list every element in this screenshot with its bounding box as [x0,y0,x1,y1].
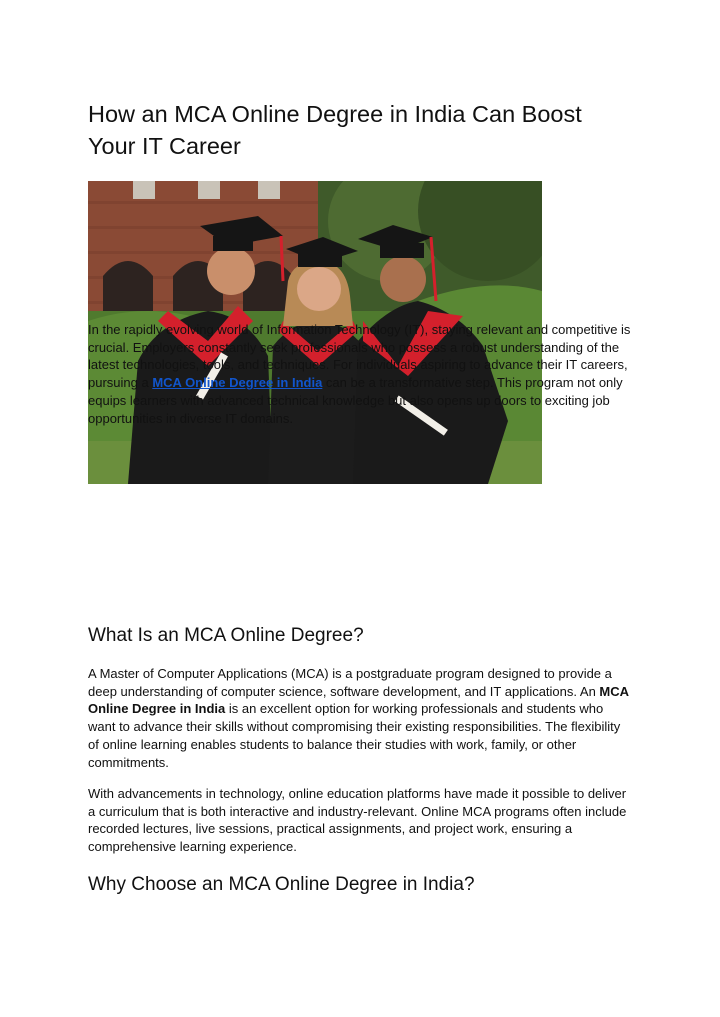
section-heading-why-choose: Why Choose an MCA Online Degree in India? [88,874,475,895]
section-heading-what-is: What Is an MCA Online Degree? [88,625,364,646]
intro-text-start: In the rapidly evolving world of Information Technology (IT), staying relevant and competitive is crucial. Employers constantly seek professionals who possess a robust understanding of the latest technologies, tools, and techniques. For individuals aspiring to advance their IT careers, pursuing a [88,322,631,391]
intro-text-end: can be a transformative step. This program not only equips learners with advanced technical knowledge but also opens up doors to exciting job opportunities in diverse IT domains. [88,375,623,426]
section1-text-end: is an excellent option for working professionals and students who want to advance their skills without compromising their existing responsibilities. The flexibility of online learning enables students to balance their studies with work, family, or other commitments. [88,701,621,770]
section1-paragraph-1 [88,665,633,771]
section1-bold-term: MCA Online Degree in India [88,683,629,717]
intro-paragraph [88,321,633,427]
section1-text-start: A Master of Computer Applications (MCA) is a postgraduate program designed to provide a deep understanding of computer science, software development, and IT applications. An [88,666,612,699]
page-title: How an MCA Online Degree in India Can Boost Your IT Career [88,101,582,159]
mca-degree-link[interactable]: MCA Online Degree in India [152,375,323,391]
section1-paragraph-2: With advancements in technology, online education platforms have made it possible to deliver a curriculum that is both interactive and industry-relevant. Online MCA programs often include recorded lectures, live sessions, practical assignments, and project work, ensuring a comprehensive learning experience. [88,786,627,855]
